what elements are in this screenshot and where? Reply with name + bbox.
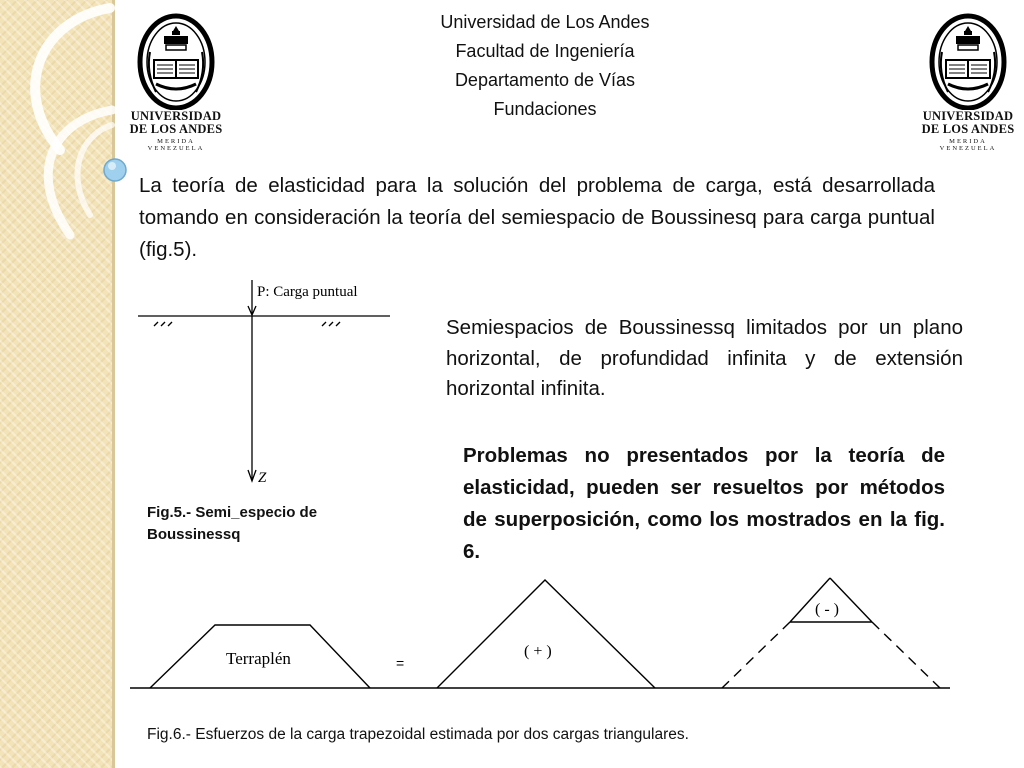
trapezoid-shape (150, 625, 370, 688)
minus-label: ( - ) (815, 601, 839, 618)
equals-sign: = (396, 655, 405, 671)
load-label: P: Carga puntual (257, 284, 358, 300)
triangle-plus (437, 580, 655, 688)
plus-label: ( + ) (524, 643, 552, 660)
logo-line-2: DE LOS ANDES (921, 122, 1015, 136)
university-logo-right (920, 12, 1016, 152)
page-header (380, 8, 710, 124)
accent-dot (104, 159, 126, 181)
paragraph-semispace: Semiespacios de Boussinessq limitados por un plano horizontal, de profundidad infinita y de extensión horizontal infinita. (446, 316, 963, 400)
paragraph-superposition: Problemas no presentados por la teoría de elasticidad, pueden ser resueltos por métodos de superposición, como los mostrados en la fig. 6. (463, 444, 945, 563)
university-logo-left (128, 12, 224, 152)
load-arrow (248, 280, 256, 315)
logo-line-2: DE LOS ANDES (129, 122, 223, 136)
depth-axis (248, 316, 256, 481)
triangle-minus (722, 578, 940, 688)
paragraph-elasticity: La teoría de elasticidad para la solución del problema de carga, está desarrollada tomando en consideración la teoría del semiespacio de Boussinesq para carga puntual (fig.5). (139, 174, 935, 261)
logo-line-1: UNIVERSIDAD (130, 109, 222, 123)
fig6-caption: Fig.6.- Esfuerzos de la carga trapezoidal estimada por dos cargas triangulares. (147, 726, 689, 743)
header-faculty: Facultad de Ingeniería (455, 41, 635, 61)
header-university: Universidad de Los Andes (440, 12, 650, 32)
ground-line (138, 316, 390, 326)
fig5-caption: Fig.5.- Semi_especio de Boussinessq (147, 504, 318, 543)
trapezoid-label: Terraplén (226, 649, 291, 668)
logo-line-3: MERIDA VENEZUELA (939, 138, 997, 152)
axis-z-label: Z (258, 470, 267, 486)
header-subject: Fundaciones (493, 99, 597, 119)
seal-icon (928, 12, 1008, 110)
logo-line-3: MERIDA VENEZUELA (147, 138, 205, 152)
header-department: Departamento de Vías (454, 70, 636, 90)
logo-line-1: UNIVERSIDAD (922, 109, 1014, 123)
seal-icon (136, 12, 216, 110)
